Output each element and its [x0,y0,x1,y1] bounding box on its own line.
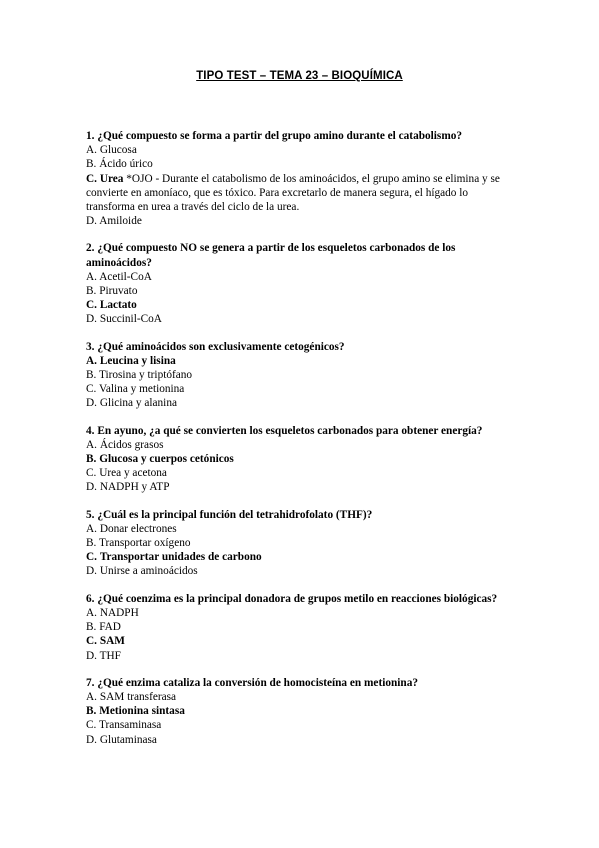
option-a [86,522,516,536]
option-c-correct [86,172,516,215]
option-b [86,620,516,634]
question-number: 2. [86,242,95,255]
option-text: SAM transferasa [99,690,177,703]
option-letter: A. [86,438,97,451]
option-letter: B. [86,158,97,171]
question-text [86,129,516,143]
option-text: Transportar oxígeno [98,537,191,550]
option-letter: D. [86,565,97,578]
option-b [86,536,516,550]
option-text: Piruvato [99,285,138,298]
question-text [86,340,516,354]
option-d [86,564,516,578]
option-d [86,312,516,326]
question-number: 1. [86,130,95,142]
option-letter: C. [86,467,97,480]
question-label: ¿Qué compuesto se forma a partir del grupo amino durante el catabolismo? [97,130,463,142]
option-letter: C. [86,551,97,564]
question-number: 5. [86,508,95,521]
question-6 [86,592,516,663]
option-letter: A. [86,690,97,703]
option-text: FAD [99,621,121,634]
option-b [86,157,516,171]
option-letter: D. [86,649,97,662]
question-2 [86,241,516,326]
option-letter: B. [86,453,97,466]
option-text: Glicina y alanina [99,397,177,410]
option-letter: A. [86,144,97,157]
question-1 [86,129,516,228]
option-letter: D. [86,733,97,746]
option-letter: C. [86,383,97,396]
question-label: ¿Qué compuesto NO se genera a partir de los esqueletos carbonados de los aminoácidos? [86,242,456,269]
option-text: Ácidos grasos [99,438,164,451]
option-text: Amiloide [99,215,142,228]
question-label: En ayuno, ¿a qué se convierten los esqueletos carbonados para obtener energía? [97,424,483,437]
question-7 [86,676,516,747]
question-text [86,424,516,438]
option-letter: D. [86,313,97,326]
option-a [86,438,516,452]
option-c-correct [86,298,516,312]
option-letter: B. [86,621,97,634]
option-letter: C. [86,635,97,648]
option-text: Succinil-CoA [99,313,162,326]
option-text: THF [99,649,121,662]
page-title: TIPO TEST – TEMA 23 – BIOQUÍMICA [196,70,403,82]
option-text: Urea [99,172,124,185]
question-label: ¿Qué enzima cataliza la conversión de homocisteína en metionina? [97,676,418,689]
question-label: ¿Qué aminoácidos son exclusivamente cetogénicos? [97,340,345,353]
option-text: Transportar unidades de carbono [99,551,262,564]
option-letter: D. [86,481,97,494]
option-letter: A. [86,270,97,283]
option-d [86,649,516,663]
option-b-correct [86,704,516,718]
option-a-correct [86,354,516,368]
option-text: Valina y metionina [98,383,185,396]
question-4 [86,424,516,495]
option-c [86,466,516,480]
option-text: Transaminasa [98,719,162,732]
option-letter: D. [86,397,97,410]
question-number: 7. [86,676,95,689]
question-number: 4. [86,424,95,437]
option-a [86,606,516,620]
option-letter: D. [86,215,97,228]
option-d [86,480,516,494]
option-text: Tirosina y triptófano [98,369,193,382]
option-text: Acetil-CoA [99,270,152,283]
option-b [86,284,516,298]
option-text: NADPH [99,606,139,619]
option-text: Leucina y lisina [99,354,176,367]
question-label: ¿Qué coenzima es la principal donadora de grupos metilo en reacciones biológicas? [97,592,498,605]
option-text: Donar electrones [99,522,177,535]
option-letter: A. [86,354,97,367]
option-d [86,396,516,410]
question-number: 6. [86,592,95,605]
option-b [86,368,516,382]
option-d [86,214,516,228]
option-a [86,270,516,284]
option-c [86,718,516,732]
option-c [86,382,516,396]
option-c-correct [86,550,516,564]
question-label: ¿Cuál es la principal función del tetrahidrofolato (THF)? [97,508,373,521]
option-text: Glutaminasa [99,733,157,746]
question-text [86,592,516,606]
option-letter: C. [86,719,97,732]
option-text: SAM [99,635,125,648]
option-letter: B. [86,285,97,298]
question-list [86,129,516,760]
option-note: *OJO - Durante el catabolismo de los aminoácidos, el grupo amino se elimina y se convierte en amoníaco, que es tóxico. Para excretarlo de manera segura, el hígado lo transforma en urea a través del ciclo de la urea. [86,172,500,214]
option-b-correct [86,452,516,466]
option-a [86,690,516,704]
option-text: Metionina sintasa [99,705,185,718]
option-text: Unirse a aminoácidos [99,565,198,578]
option-a [86,143,516,157]
option-letter: A. [86,522,97,535]
option-text: Lactato [99,299,137,312]
option-d [86,733,516,747]
option-c-correct [86,634,516,648]
option-text: Glucosa y cuerpos cetónicos [99,453,234,466]
question-number: 3. [86,340,95,353]
question-text [86,508,516,522]
option-letter: C. [86,172,97,185]
question-text [86,676,516,690]
question-3 [86,340,516,411]
option-letter: A. [86,606,97,619]
option-letter: B. [86,705,97,718]
option-letter: B. [86,369,97,382]
option-text: Ácido úrico [99,158,153,171]
option-letter: C. [86,299,97,312]
question-text [86,241,516,269]
option-text: Urea y acetona [99,467,167,480]
option-letter: B. [86,537,97,550]
option-text: NADPH y ATP [99,481,170,494]
option-text: Glucosa [99,144,137,157]
question-5 [86,508,516,579]
